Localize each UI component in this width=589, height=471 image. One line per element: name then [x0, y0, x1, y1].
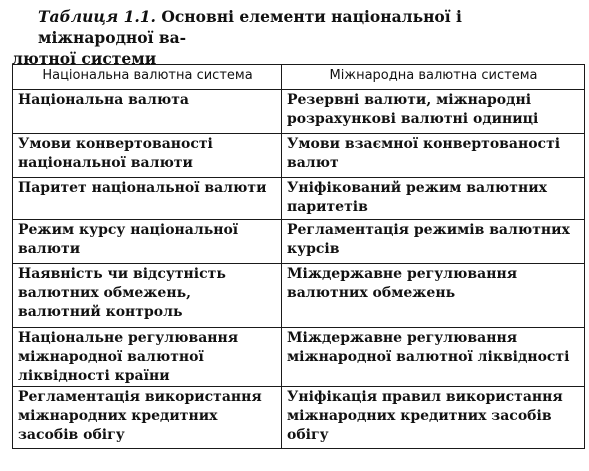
national-cell: Національне регулювання міжнародної валютної ліквідності країни	[13, 328, 282, 387]
header-international-system: Міжнародна валютна система	[282, 65, 585, 90]
international-cell: Міждержавне регулювання валютних обмежень	[282, 264, 585, 328]
international-cell: Уніфікований режим валютних паритетів	[282, 178, 585, 220]
table-row	[13, 90, 585, 134]
table-row	[13, 134, 585, 178]
table-row	[13, 178, 585, 220]
header-national-system: Національна валютна система	[13, 65, 282, 90]
table-row	[13, 328, 585, 387]
table-caption	[12, 6, 582, 69]
national-cell: Паритет національної валюти	[13, 178, 282, 220]
international-cell: Міждержавне регулювання міжнародної валютної ліквідності	[282, 328, 585, 387]
table-row	[13, 220, 585, 264]
national-cell: Наявність чи відсутність валютних обмежень, валютний контроль	[13, 264, 282, 328]
national-cell: Регламентація використання міжнародних кредитних засобів обігу	[13, 387, 282, 449]
currency-systems-table	[12, 64, 585, 449]
table-header-row	[13, 65, 585, 90]
international-cell: Умови взаємної конвертованості валют	[282, 134, 585, 178]
caption-label: Таблиця 1.1.	[38, 7, 156, 26]
caption-title-part-2: лютної системи	[12, 49, 157, 68]
table-row	[13, 387, 585, 449]
national-cell: Національна валюта	[13, 90, 282, 134]
caption-title-part-1: Основні елементи національної і міжнародної ва-	[38, 7, 462, 47]
international-cell: Регламентація режимів валютних курсів	[282, 220, 585, 264]
caption-line-1	[12, 6, 582, 48]
international-cell: Резервні валюти, міжнародні розрахункові валютні одиниці	[282, 90, 585, 134]
table-row	[13, 264, 585, 328]
national-cell: Умови конвертованості національної валюти	[13, 134, 282, 178]
national-cell: Режим курсу національної валюти	[13, 220, 282, 264]
international-cell: Уніфікація правил використання міжнародних кредитних засобів обігу	[282, 387, 585, 449]
